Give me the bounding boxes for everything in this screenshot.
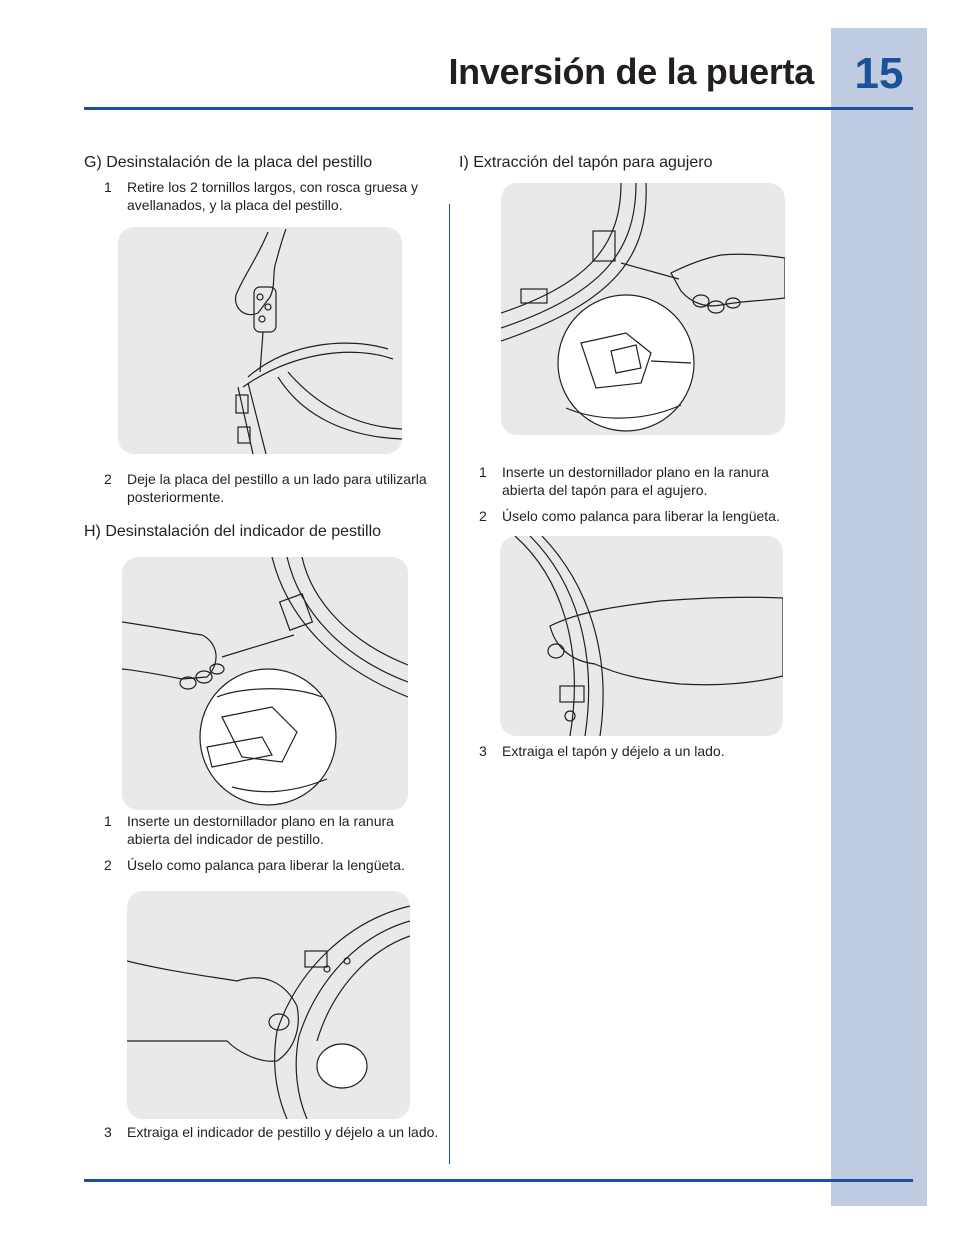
step-number: 3 [104,1124,112,1140]
step-text: Deje la placa del pestillo a un lado para utilizarla posteriormente. [127,471,427,505]
section-g-step-1 [104,178,449,216]
step-number: 1 [479,464,487,480]
section-h-step-3 [104,1123,449,1161]
step-text: Extraiga el indicador de pestillo y déjelo a un lado. [127,1124,439,1140]
figure-latch-plate-removal [118,227,402,454]
section-g-heading: G) Desinstalación de la placa del pestillo [84,154,373,171]
latch-indicator-illustration [122,557,408,810]
section-i-step-2 [479,507,824,527]
section-i-step-3 [479,742,824,762]
step-number: 2 [104,857,112,873]
figure-latch-indicator-pry [122,557,408,810]
hole-plug-remove-illustration [500,536,783,736]
step-text: Úselo como palanca para liberar la lengüeta. [502,508,780,524]
section-h-heading: H) Desinstalación del indicador de pestillo [84,523,382,540]
step-text: Inserte un destornillador plano en la ranura abierta del tapón para el agujero. [502,464,769,498]
latch-plate-illustration [118,227,402,454]
page-title: Inversión de la puerta [448,51,814,92]
step-number: 2 [104,471,112,487]
section-g-step-2 [104,470,449,508]
section-h-step-1 [104,812,449,850]
step-text: Retire los 2 tornillos largos, con rosca gruesa y avellanados, y la placa del pestillo. [127,179,419,213]
step-text: Extraiga el tapón y déjelo a un lado. [502,743,725,759]
section-h-step-2 [104,856,449,876]
step-number: 1 [104,813,112,829]
page-number: 15 [854,49,904,98]
figure-latch-indicator-remove [127,891,410,1119]
step-number: 1 [104,179,112,195]
step-text: Úselo como palanca para liberar la lengüeta. [127,857,405,873]
column-divider [449,204,450,1164]
section-i-step-1 [479,463,824,501]
step-number: 3 [479,743,487,759]
hole-plug-pry-illustration [501,183,785,435]
remove-indicator-illustration [127,891,410,1119]
side-tab [831,28,927,1206]
step-text: Inserte un destornillador plano en la ranura abierta del indicador de pestillo. [127,813,394,847]
figure-hole-plug-remove [500,536,783,736]
section-i-heading: I) Extracción del tapón para agujero [459,154,713,171]
header-rule [84,107,913,110]
footer-rule [84,1179,913,1182]
step-number: 2 [479,508,487,524]
figure-hole-plug-pry [501,183,785,435]
